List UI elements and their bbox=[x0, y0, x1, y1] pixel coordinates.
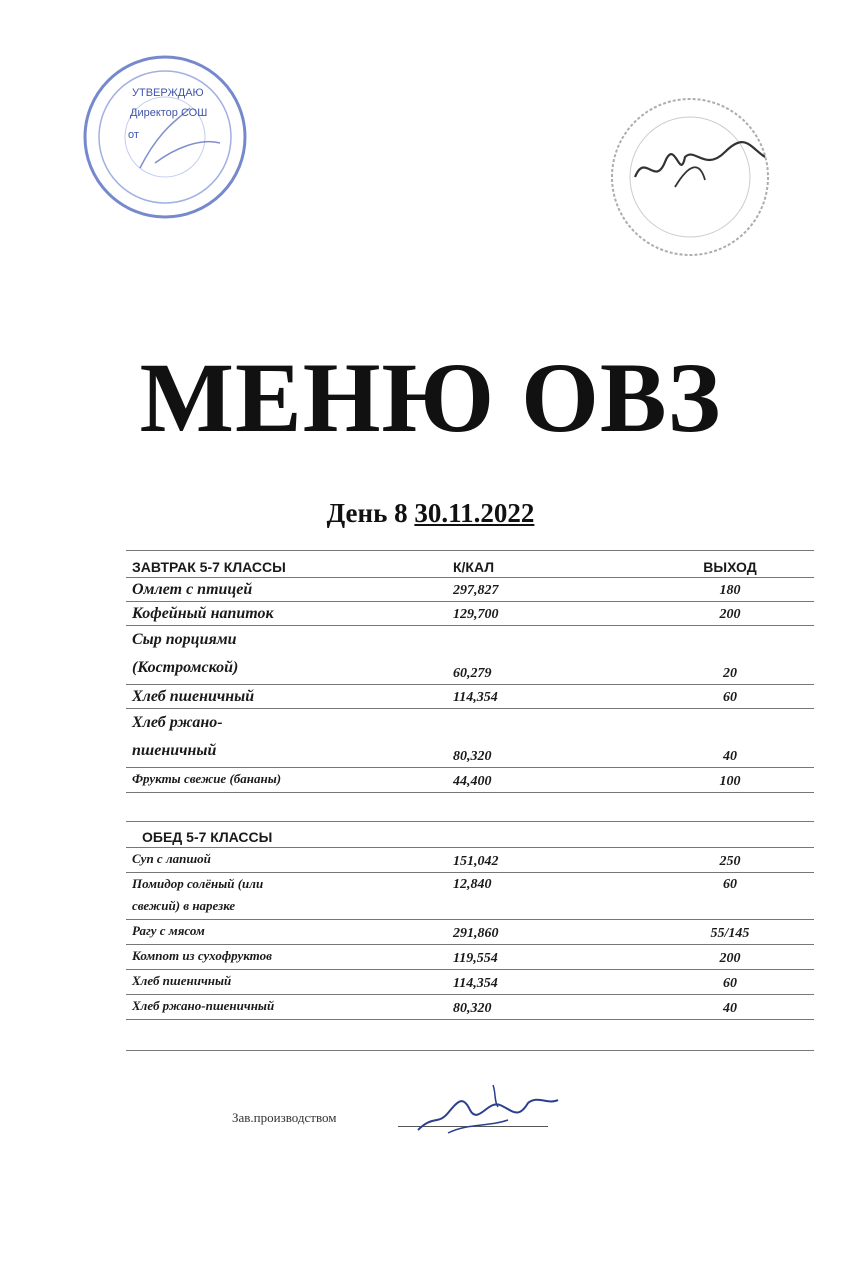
item-name: Рагу с мясом bbox=[132, 923, 205, 938]
item-name-line-2: свежий) в нарезке bbox=[132, 898, 236, 913]
item-output: 55/145 bbox=[710, 926, 750, 941]
table-row bbox=[126, 970, 814, 995]
lunch-header-name: ОБЕД 5-7 КЛАССЫ bbox=[142, 829, 273, 845]
item-name bbox=[126, 873, 441, 917]
item-name bbox=[126, 626, 441, 682]
item-output: 40 bbox=[723, 749, 737, 764]
table-row bbox=[126, 848, 814, 873]
stamp-line-1: УТВЕРЖДАЮ bbox=[132, 87, 204, 99]
breakfast-header bbox=[126, 550, 814, 578]
item-name: Кофейный напиток bbox=[132, 605, 274, 622]
item-kcal: 297,827 bbox=[453, 583, 499, 598]
item-output: 60 bbox=[723, 877, 737, 892]
item-output: 180 bbox=[719, 583, 741, 598]
item-output: 200 bbox=[719, 607, 741, 622]
item-output: 60 bbox=[723, 976, 737, 991]
item-kcal: 80,320 bbox=[453, 1001, 492, 1016]
item-kcal: 12,840 bbox=[453, 877, 492, 892]
item-name-line-2: пшеничный bbox=[132, 742, 217, 759]
day-heading bbox=[0, 498, 861, 529]
item-kcal: 60,279 bbox=[453, 666, 492, 681]
item-kcal: 80,320 bbox=[453, 749, 492, 764]
item-name: Омлет с птицей bbox=[132, 581, 253, 598]
breakfast-header-name: ЗАВТРАК 5-7 КЛАССЫ bbox=[132, 559, 286, 575]
breakfast-header-kcal: К/КАЛ bbox=[453, 559, 495, 575]
item-name bbox=[126, 709, 441, 765]
table-row bbox=[126, 920, 814, 945]
item-name: Суп с лапшой bbox=[132, 851, 211, 866]
item-output: 250 bbox=[719, 854, 741, 869]
section-divider bbox=[126, 793, 814, 822]
table-row bbox=[126, 602, 814, 626]
table-row bbox=[126, 709, 814, 768]
item-output: 40 bbox=[723, 1001, 737, 1016]
item-kcal: 114,354 bbox=[453, 976, 498, 991]
table-row bbox=[126, 873, 814, 920]
signature-icon bbox=[408, 1075, 568, 1145]
approval-stamp bbox=[80, 48, 250, 226]
item-kcal: 44,400 bbox=[453, 774, 492, 789]
item-name-line-2: (Костромской) bbox=[132, 659, 239, 676]
item-name: Хлеб пшеничный bbox=[132, 973, 232, 988]
item-name: Компот из сухофруктов bbox=[132, 948, 272, 963]
item-name-line-1: Помидор солёный (или bbox=[132, 876, 264, 891]
table-bottom-rule bbox=[126, 1020, 814, 1051]
school-seal bbox=[605, 92, 780, 262]
page-title: МЕНЮ ОВЗ bbox=[139, 342, 722, 453]
menu-table bbox=[126, 550, 814, 1051]
stamp-line-3: от bbox=[128, 129, 139, 141]
item-kcal: 114,354 bbox=[453, 690, 498, 705]
item-name-line-1: Сыр порциями bbox=[132, 631, 237, 648]
footer-label: Зав.производством bbox=[232, 1110, 337, 1125]
item-name-line-1: Хлеб ржано- bbox=[132, 714, 223, 731]
table-row bbox=[126, 768, 814, 793]
item-output: 100 bbox=[719, 774, 741, 789]
item-output: 60 bbox=[723, 690, 737, 705]
item-kcal: 119,554 bbox=[453, 951, 498, 966]
table-row bbox=[126, 626, 814, 685]
stamp-line-2: Директор СОШ bbox=[130, 107, 208, 119]
item-name: Хлеб ржано-пшеничный bbox=[132, 998, 275, 1013]
day-label: День 8 bbox=[326, 498, 408, 528]
item-output: 20 bbox=[723, 666, 737, 681]
item-kcal: 129,700 bbox=[453, 607, 499, 622]
item-name: Фрукты свежие (бананы) bbox=[132, 771, 282, 786]
table-row bbox=[126, 578, 814, 602]
lunch-header bbox=[126, 822, 814, 848]
item-kcal: 151,042 bbox=[453, 854, 499, 869]
item-output: 200 bbox=[719, 951, 741, 966]
day-date: 30.11.2022 bbox=[414, 498, 535, 528]
table-row bbox=[126, 685, 814, 709]
table-row bbox=[126, 945, 814, 970]
table-row bbox=[126, 995, 814, 1020]
item-kcal: 291,860 bbox=[453, 926, 499, 941]
item-name: Хлеб пшеничный bbox=[132, 688, 255, 705]
breakfast-header-output: ВЫХОД bbox=[703, 559, 757, 575]
round-seal-icon bbox=[80, 48, 250, 226]
round-seal-icon bbox=[605, 92, 780, 262]
